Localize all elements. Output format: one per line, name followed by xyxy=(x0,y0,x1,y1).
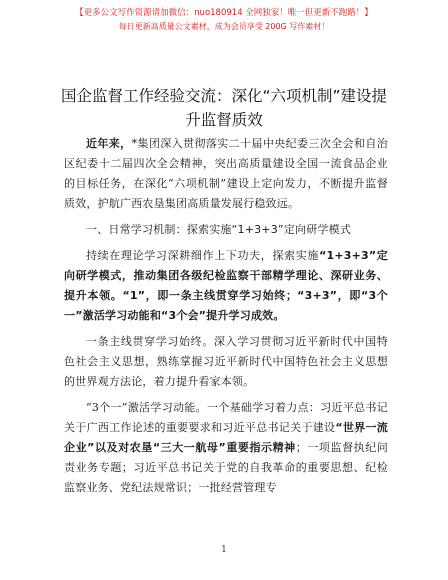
three-ones-text: “3个一”激活学习动能。一个基础学习着力点：习近平总书记关于广西工作论述的重要要求和习近平总书记关于建设 xyxy=(64,401,388,434)
document-title: 国企监督工作经验交流：深化“六项机制”建设提升监督质效 xyxy=(60,87,388,129)
banner-line-1: 【更多公文写作资源请加微信：nuo180914 全网独家！唯一但更新不跑路！】 xyxy=(75,8,373,18)
page-number: 1 xyxy=(221,545,227,555)
paragraph-intro xyxy=(64,134,388,214)
three-ones-bold: “世界一流企业”以及对农垦“三大一航母”重要指示精神 xyxy=(64,421,388,454)
study-model-text: 持续在理论学习深耕细作上下功夫，探索实施 xyxy=(86,249,320,262)
paragraph-three-ones xyxy=(64,398,388,498)
section-heading-1: 一、日常学习机制：探索实施“1+3+3”定向研学模式 xyxy=(86,223,352,236)
intro-text: *集团深入贯彻落实二十届中央纪委三次全会和自治区纪委十二届四次全会精神，突出高质量建设全国一流食品企业的目标任务，在深化“六项机制”建设上定向发力，不断提升监督质效，护航广西农垦集团高质量发展行稳致远。 xyxy=(64,137,388,210)
document-body xyxy=(64,134,388,504)
banner-line-2: 每日更新高质量公文素材，成为会员享受 200G 写作素材！ xyxy=(118,22,330,31)
study-model-bold: “1+3+3”定向研学模式，推动集团各级纪检监察干部精学理论、深研业务、提升本领。“1”，即一条主线贯穿学习始终；“3+3”，即“3个一”激活学习动能和“3个会”提升学习成效。 xyxy=(64,249,388,322)
paragraph-main-line: 一条主线贯穿学习始终。深入学习贯彻习近平新时代中国特色社会主义思想，熟练掌握习近平新时代中国特色社会主义思想的世界观方法论，着力提升看家本领。 xyxy=(64,335,388,388)
paragraph-study-model xyxy=(64,246,388,326)
header-banner xyxy=(0,6,448,34)
intro-lead: 近年来， xyxy=(86,137,132,150)
three-ones-rest: ；一项监督执纪问责业务专题；习近平总书记关于党的自我革命的重要思想、纪检监察业务、党纪法规常识；一批经营管理专 xyxy=(64,441,388,494)
